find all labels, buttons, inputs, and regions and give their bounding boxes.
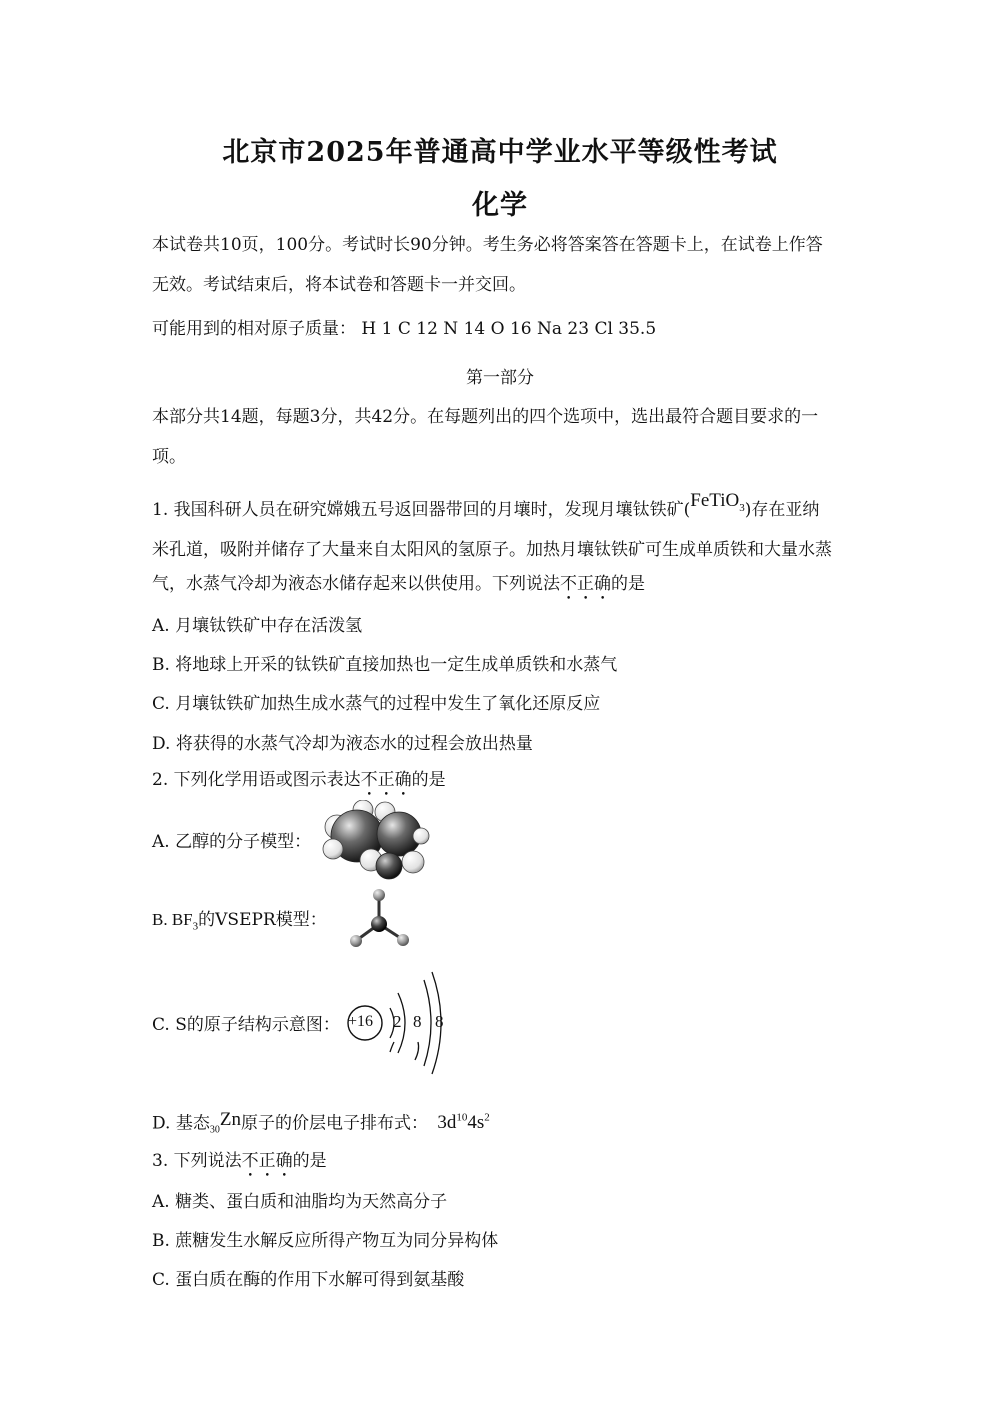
shell-electrons-2: 8 (413, 1012, 422, 1031)
part-desc-2: 项。 (152, 447, 186, 467)
q3-option-b: B. 蔗糖发生水解反应所得产物互为同分异构体 (152, 1231, 499, 1251)
electron-config: $3d^{10}4s^2$ (437, 1112, 490, 1134)
q2-stem: 2. 下列化学用语或图示表达不正确的是 (152, 770, 446, 790)
q2-option-d: D. 基态$_{30}$Zn原子的价层电子排布式： $3d^{10}4s^2$ (152, 1109, 490, 1136)
q1-option-b: B. 将地球上开采的钛铁矿直接加热也一定生成单质铁和水蒸气 (152, 655, 618, 675)
q1-line-3: 气，水蒸气冷却为液态水储存起来以供使用。下列说法不正确的是 (152, 574, 645, 594)
fluorine-atom (350, 935, 362, 947)
oxygen-atom (376, 853, 402, 879)
atomic-mass-line: 可能用到的相对原子质量： H 1 C 12 N 14 O 16 Na 23 Cl 35.5 (152, 319, 657, 339)
fluorine-atom (373, 889, 385, 901)
ethanol-model-image (315, 800, 465, 890)
q1-line-1-pre: 1. 我国科研人员在研究嫦娥五号返回器带回的月壤时，发现月壤钛铁矿( (152, 500, 691, 520)
q1-option-a: A. 月壤钛铁矿中存在活泼氢 (152, 616, 363, 636)
boron-atom (371, 916, 387, 932)
q1-option-d: D. 将获得的水蒸气冷却为液态水的过程会放出热量 (152, 734, 533, 754)
subject-title: 化学 (472, 190, 528, 221)
shell-electrons-3: 8 (435, 1012, 444, 1031)
q3-option-c: C. 蛋白质在酶的作用下水解可得到氨基酸 (152, 1270, 465, 1290)
part-heading: 第一部分 (466, 368, 534, 388)
part-desc-1: 本部分共14题，每题3分，共42分。在每题列出的四个选项中，选出最符合题目要求的一 (152, 407, 819, 427)
q2-option-c: C. S的原子结构示意图： (152, 1015, 340, 1035)
emphasis-not-correct: 不正确 (560, 574, 611, 594)
hydrogen-atom (402, 851, 424, 873)
fluorine-atom (397, 934, 409, 946)
q2-option-a: A. 乙醇的分子模型： (152, 832, 312, 852)
emphasis-not-correct: 不正确 (360, 770, 412, 790)
intro-line-2: 无效。考试结束后，将本试卷和答题卡一并交回。 (152, 275, 526, 295)
q3-option-a: A. 糖类、蛋白质和油脂均为天然高分子 (152, 1192, 448, 1212)
q1-line-1-post: )存在亚纳 (744, 500, 820, 520)
q2-option-b: B. $BF_3$的VSEPR模型： (152, 910, 327, 933)
q1-line-2: 米孔道，吸附并储存了大量来自太阳风的氢原子。加热月壤钛铁矿可生成单质铁和大量水蒸 (152, 540, 832, 560)
q1-option-c: C. 月壤钛铁矿加热生成水蒸气的过程中发生了氧化还原反应 (152, 694, 601, 714)
emphasis-not-correct: 不正确 (241, 1151, 293, 1171)
sulfur-atom-structure-diagram (340, 968, 460, 1078)
q3-stem: 3. 下列说法不正确的是 (152, 1151, 327, 1171)
shell-electrons-1: 2 (393, 1012, 402, 1031)
intro-line-1: 本试卷共10页，100分。考试时长90分钟。考生务必将答案答在答题卡上，在试卷上作答 (152, 235, 823, 255)
bf3-vsepr-image (345, 886, 415, 951)
q1-line-1 (152, 490, 820, 529)
exam-title: 北京市2025年普通高中学业水平等级性考试 (222, 137, 778, 168)
hydrogen-atom (413, 828, 429, 844)
fetio3-formula: FeTiO$_3$ (690, 490, 745, 514)
nucleus-charge: +16 (348, 1013, 374, 1030)
hydrogen-atom (323, 839, 343, 859)
